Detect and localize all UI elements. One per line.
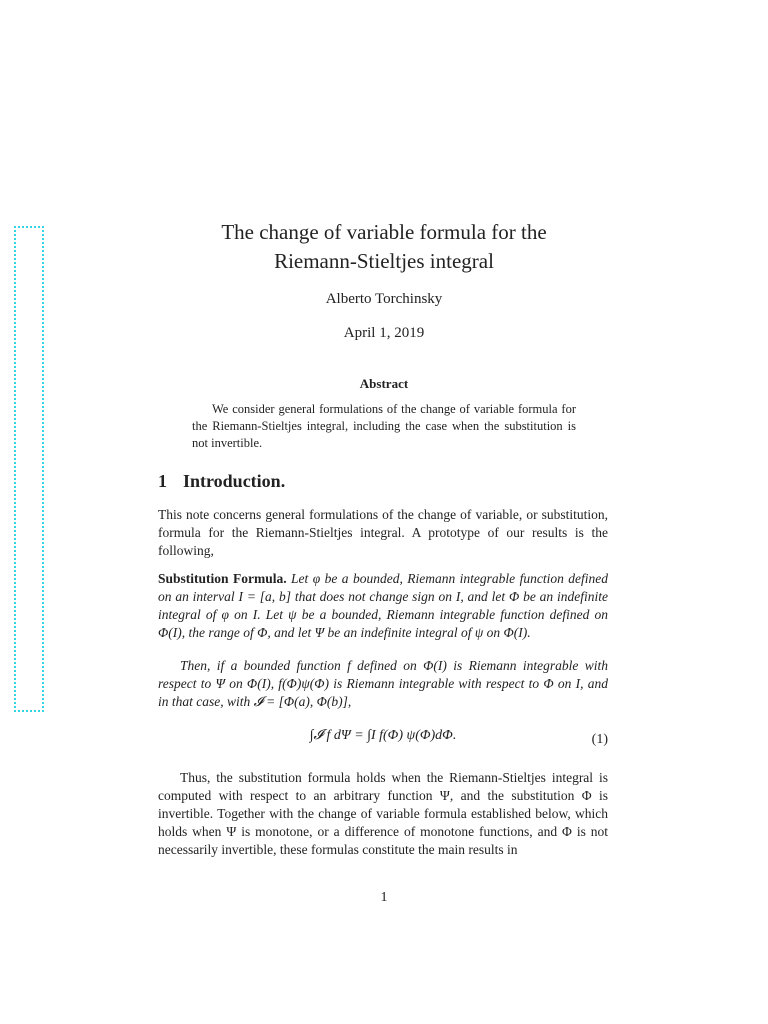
theorem-then-paragraph: Then, if a bounded function f defined on Φ(I) is Riemann integrable with respect to Ψ on Φ(I), f(Φ)ψ(Φ) is Riemann integrable with respect to Φ on I, and in that case, with 𝓘 = [Φ(a), Φ(b)], [158,658,608,709]
equation-body: ∫𝓘 f dΨ = ∫I f(Φ) ψ(Φ)dΦ. [309,728,457,743]
paper-title [0,218,768,276]
theorem-block [158,570,608,642]
date: April 1, 2019 [343,325,425,341]
section-heading [158,471,285,492]
equation-number: (1) [591,732,608,747]
section-title: Introduction. [183,471,286,491]
section-number: 1 [158,471,167,491]
equation-1 [158,722,608,762]
abstract-text: We consider general formulations of the change of variable formula for the Riemann-Stieltjes integral, including the case when the substitution is not invertible. [192,402,576,450]
theorem-label: Substitution Formula. [158,571,287,586]
theorem-statement: Let φ be a bounded, Riemann integrable function defined on an interval I = [a, b] that does not change sign on I, and let Φ be an indefinite integral of φ on I. Let ψ be a bounded, Riemann integrable function defined on Φ(I), the range of Φ, and let Ψ be an indefinite integral of ψ on Φ(I). [158,571,609,640]
title-line-1: The change of variable formula for the [221,220,547,244]
abstract-heading: Abstract [359,376,409,391]
thus-paragraph: Thus, the substitution formula holds when the Riemann-Stieltjes integral is computed with respect to an arbitrary function Ψ, and the substitution Φ is invertible. Together with the change of variable formula established below, which holds when Ψ is monotone, or a difference of monotone functions, and Φ is not necessarily invertible, these formulas constitute the main results in [158,770,608,857]
intro-paragraph: This note concerns general formulations of the change of variable, or substitution, formula for the Riemann-Stieltjes integral. A prototype of our results is the following, [158,507,608,558]
page-number: 1 [380,890,388,905]
title-line-2: Riemann-Stieltjes integral [274,249,494,273]
author: Alberto Torchinsky [325,291,443,307]
